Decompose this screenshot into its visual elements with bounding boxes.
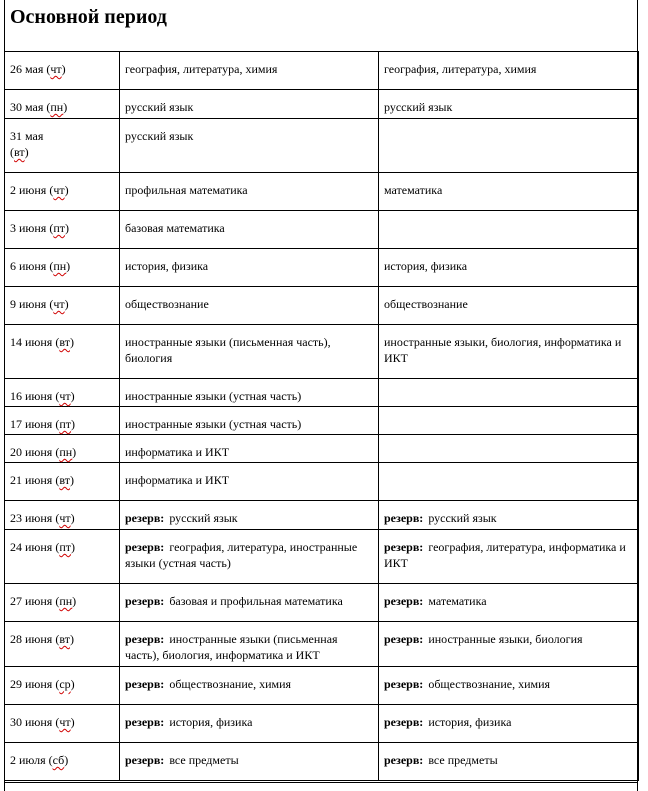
weekday: чт [59,715,71,729]
exam-date: 27 июня [10,594,53,608]
reserve-label: резерв: [125,511,165,525]
subjects-cell [120,463,379,501]
table-row [5,463,639,501]
date-cell: 9 июня (чт) [5,287,120,325]
exam-date: 24 июня [10,540,53,554]
subjects-alt-cell [379,530,639,584]
subjects-alt-cell [379,584,639,622]
exam-date: 16 июня [10,389,53,403]
subject-text: информатика и ИКТ [125,445,230,459]
exam-date: 23 июня [10,511,53,525]
subjects-alt-cell [379,90,639,119]
subjects-alt-cell [379,211,639,249]
reserve-label: резерв: [125,632,165,646]
subject-text: математика [384,183,443,197]
weekday: пн [53,259,67,273]
exam-date: 21 июня [10,473,53,487]
subjects-alt-cell [379,705,639,743]
subject-text: иностранные языки (устная часть) [125,389,302,403]
subjects-alt-cell [379,743,639,781]
subject-text: история, физика [169,715,253,729]
table-row [5,501,639,530]
date-cell: 26 мая (чт) [5,52,120,90]
exam-date: 17 июня [10,417,53,431]
subjects-alt-cell [379,379,639,407]
date-cell: 29 июня (ср) [5,667,120,705]
weekday: пт [59,540,71,554]
exam-date: 28 июня [10,632,53,646]
reserve-label: резерв: [125,594,165,608]
subject-text: базовая математика [125,221,225,235]
weekday: сб [52,753,65,767]
exam-date: 2 июля [10,753,46,767]
reserve-label: резерв: [384,715,424,729]
subject-text: русский язык [125,100,194,114]
weekday: чт [53,183,65,197]
weekday: пн [50,100,64,114]
exam-date: 9 июня [10,297,47,311]
subject-text: обществознание [125,297,209,311]
table-row [5,435,639,463]
subject-text: география, литература, иностранные языки (устная часть) [125,540,358,570]
table-row [5,705,639,743]
subjects-alt-cell [379,52,639,90]
subjects-cell [120,743,379,781]
exam-date: 26 мая [10,62,44,76]
subjects-alt-cell [379,435,639,463]
weekday: чт [59,389,71,403]
subjects-cell [120,211,379,249]
subject-text: иностранные языки (устная часть) [125,417,302,431]
subjects-alt-cell [379,407,639,435]
date-cell: 23 июня (чт) [5,501,120,530]
exam-date: 20 июня [10,445,53,459]
exam-date: 30 июня [10,715,53,729]
subject-text: все предметы [169,753,239,767]
date-cell: 21 июня (вт) [5,463,120,501]
exam-date: 3 июня [10,221,47,235]
subjects-alt-cell [379,287,639,325]
weekday: пт [59,417,71,431]
table-bottom-border [4,782,638,783]
table-row [5,52,639,90]
subject-text: информатика и ИКТ [125,473,230,487]
date-cell: 2 июня (чт) [5,173,120,211]
reserve-label: резерв: [125,540,165,554]
subject-text: история, физика [384,259,468,273]
date-cell: 2 июля (сб) [5,743,120,781]
table-row [5,287,639,325]
weekday: пн [59,445,73,459]
subjects-cell [120,173,379,211]
exam-date: 29 июня [10,677,53,691]
date-cell: 31 мая (вт) [5,119,120,173]
table-row [5,173,639,211]
weekday: вт [59,473,70,487]
reserve-label: резерв: [125,715,165,729]
date-cell: 16 июня (чт) [5,379,120,407]
exam-date: 14 июня [10,335,53,349]
reserve-label: резерв: [384,594,424,608]
date-cell: 14 июня (вт) [5,325,120,379]
exam-date: 30 мая [10,100,44,114]
subjects-cell [120,249,379,287]
subject-text: география, литература, информатика и ИКТ [384,540,626,570]
subject-text: базовая и профильная математика [169,594,343,608]
reserve-label: резерв: [384,511,424,525]
subject-text: русский язык [169,511,238,525]
subjects-cell [120,119,379,173]
reserve-label: резерв: [125,753,165,767]
table-row [5,622,639,667]
subject-text: русский язык [384,100,453,114]
weekday: вт [59,335,70,349]
subject-text: иностранные языки (письменная часть), биология [125,335,331,365]
table-row [5,90,639,119]
weekday: вт [59,632,70,646]
table-row [5,211,639,249]
subjects-cell [120,622,379,667]
page-title: Основной период [10,6,167,28]
table-row [5,325,639,379]
subjects-alt-cell [379,667,639,705]
subjects-cell [120,90,379,119]
table-row [5,584,639,622]
weekday: пн [59,594,73,608]
exam-date: 2 июня [10,183,47,197]
date-cell: 6 июня (пн) [5,249,120,287]
exam-date: 31 мая [10,129,44,143]
subject-text: иностранные языки (письменная часть), биология, информатика и ИКТ [125,632,338,662]
table-row [5,743,639,781]
subjects-cell [120,287,379,325]
weekday: вт [14,145,25,159]
subjects-cell [120,501,379,530]
subjects-cell [120,407,379,435]
subjects-cell [120,379,379,407]
subjects-cell [120,435,379,463]
subject-text: русский язык [428,511,497,525]
date-cell: 24 июня (пт) [5,530,120,584]
subject-text: обществознание, химия [428,677,551,691]
date-cell: 30 июня (чт) [5,705,120,743]
subject-text: обществознание [384,297,468,311]
subject-text: история, физика [428,715,512,729]
date-cell: 3 июня (пт) [5,211,120,249]
reserve-label: резерв: [384,540,424,554]
subjects-cell [120,530,379,584]
subject-text: география, литература, химия [384,62,537,76]
table-row [5,119,639,173]
subject-text: история, физика [125,259,209,273]
table-row [5,379,639,407]
subjects-cell [120,705,379,743]
weekday: чт [53,297,65,311]
subjects-alt-cell [379,622,639,667]
reserve-label: резерв: [384,753,424,767]
exam-schedule-table [4,51,639,781]
weekday: пт [53,221,65,235]
subject-text: русский язык [125,129,194,143]
subjects-cell [120,52,379,90]
reserve-label: резерв: [384,632,424,646]
subjects-alt-cell [379,501,639,530]
date-cell: 20 июня (пн) [5,435,120,463]
subject-text: все предметы [428,753,498,767]
subjects-alt-cell [379,325,639,379]
table-row [5,667,639,705]
table-row [5,249,639,287]
date-cell: 28 июня (вт) [5,622,120,667]
subject-text: иностранные языки, биология [428,632,583,646]
subjects-cell [120,667,379,705]
subject-text: иностранные языки, биология, информатика и ИКТ [384,335,622,365]
subjects-alt-cell [379,463,639,501]
date-cell: 30 мая (пн) [5,90,120,119]
exam-date: 6 июня [10,259,47,273]
schedule-body [5,52,639,781]
weekday: ср [59,677,71,691]
table-row [5,407,639,435]
subjects-cell [120,584,379,622]
table-row [5,530,639,584]
date-cell: 27 июня (пн) [5,584,120,622]
subjects-alt-cell [379,119,639,173]
subjects-alt-cell [379,249,639,287]
subject-text: география, литература, химия [125,62,278,76]
subject-text: математика [428,594,487,608]
reserve-label: резерв: [125,677,165,691]
subjects-alt-cell [379,173,639,211]
weekday: чт [59,511,71,525]
subjects-cell [120,325,379,379]
date-cell: 17 июня (пт) [5,407,120,435]
subject-text: обществознание, химия [169,677,292,691]
weekday: чт [50,62,62,76]
reserve-label: резерв: [384,677,424,691]
subject-text: профильная математика [125,183,248,197]
